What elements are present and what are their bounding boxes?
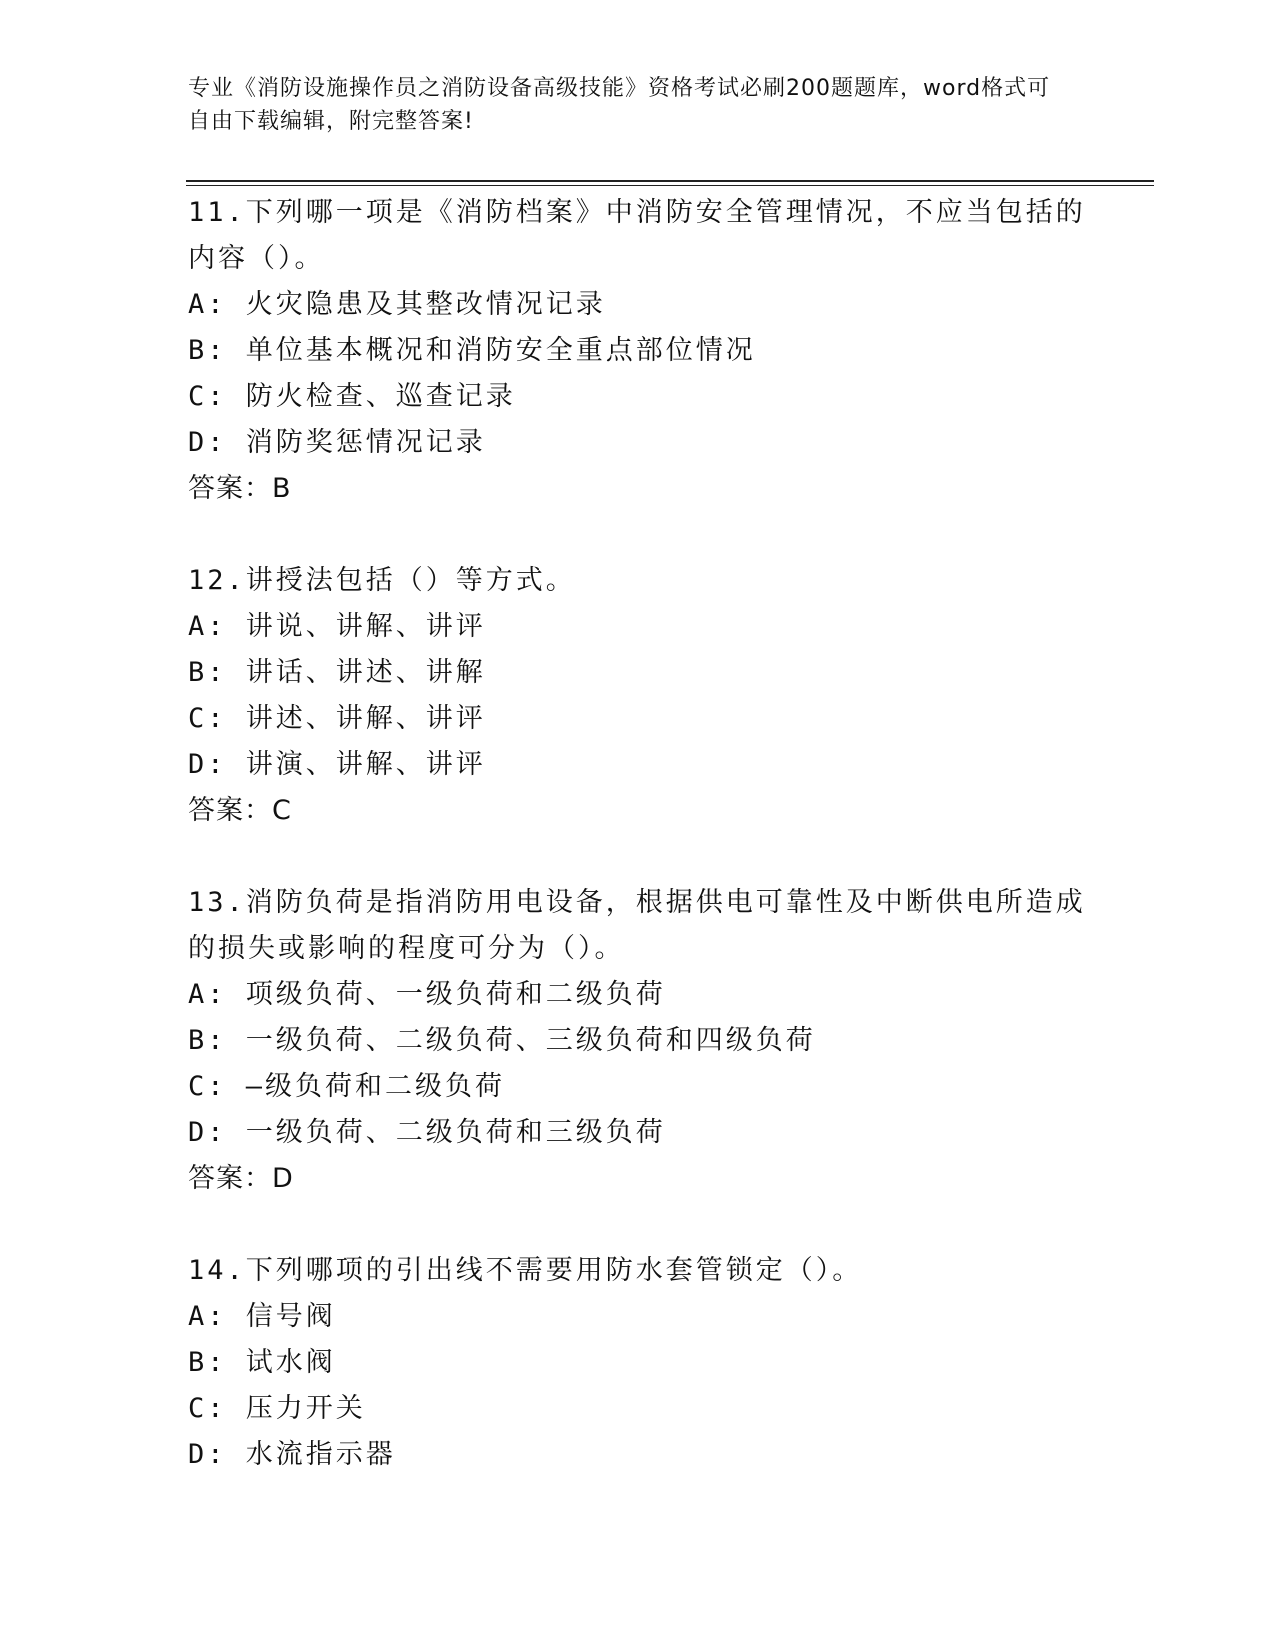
header-divider-thin <box>186 185 1154 186</box>
option-a: A: 火灾隐患及其整改情况记录 <box>188 289 606 320</box>
question-13 <box>188 880 1148 1202</box>
option-b: B: 单位基本概况和消防安全重点部位情况 <box>188 335 756 366</box>
option-d: D: 讲演、讲解、讲评 <box>188 749 486 780</box>
option-d: D: 消防奖惩情况记录 <box>188 427 486 458</box>
question-14 <box>188 1248 1148 1478</box>
option-d: D: 一级负荷、二级负荷和三级负荷 <box>188 1117 666 1148</box>
question-11 <box>188 190 1148 512</box>
option-c: C: —级负荷和二级负荷 <box>188 1071 506 1102</box>
question-12 <box>188 558 1148 834</box>
question-stem: 14.下列哪项的引出线不需要用防水套管锁定（）。 <box>188 1255 863 1286</box>
document-header: 专业《消防设施操作员之消防设备高级技能》资格考试必刷200题题库，word格式可自由下载编辑，附完整答案! <box>188 76 1051 134</box>
question-stem: 12.讲授法包括（）等方式。 <box>188 565 576 596</box>
option-b: B: 试水阀 <box>188 1347 336 1378</box>
option-b: B: 讲话、讲述、讲解 <box>188 657 486 688</box>
option-c: C: 讲述、讲解、讲评 <box>188 703 486 734</box>
question-stem: 11.下列哪一项是《消防档案》中消防安全管理情况，不应当包括的内容（）。 <box>188 197 1086 274</box>
answer-text: 答案：B <box>188 473 292 504</box>
answer-text: 答案：C <box>188 795 292 826</box>
option-a: A: 项级负荷、一级负荷和二级负荷 <box>188 979 666 1010</box>
option-b: B: 一级负荷、二级负荷、三级负荷和四级负荷 <box>188 1025 816 1056</box>
header-divider-thick <box>186 180 1154 182</box>
question-stem: 13.消防负荷是指消防用电设备，根据供电可靠性及中断供电所造成的损失或影响的程度可分为（）。 <box>188 887 1086 964</box>
option-c: C: 防火检查、巡查记录 <box>188 381 516 412</box>
option-a: A: 信号阀 <box>188 1301 336 1332</box>
question-list <box>188 190 1148 1524</box>
option-a: A: 讲说、讲解、讲评 <box>188 611 486 642</box>
option-c: C: 压力开关 <box>188 1393 366 1424</box>
option-d: D: 水流指示器 <box>188 1439 396 1470</box>
answer-text: 答案：D <box>188 1163 294 1194</box>
